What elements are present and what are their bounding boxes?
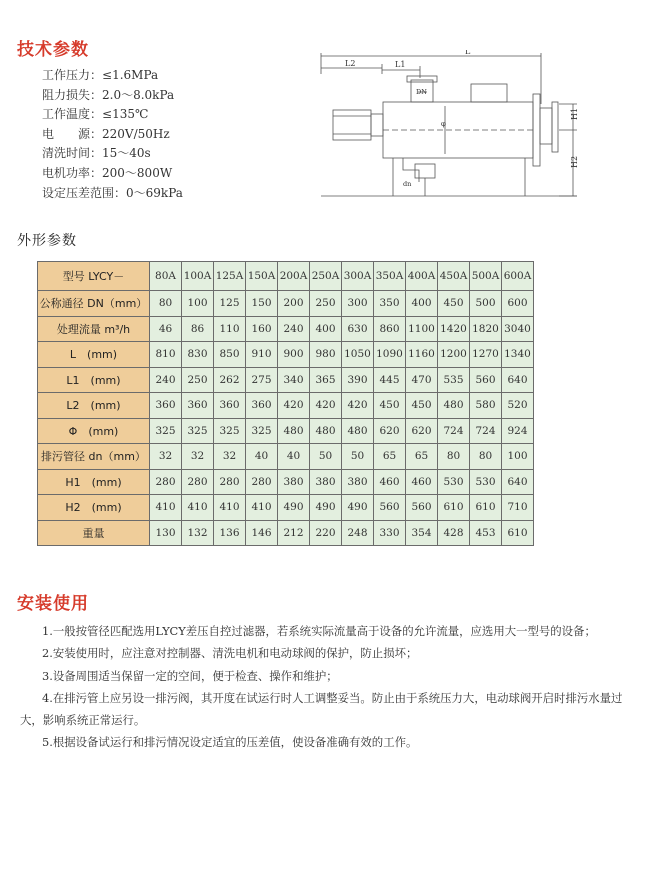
spec-value: ≤135℃ bbox=[102, 107, 149, 122]
table-cell: 280 bbox=[246, 469, 278, 495]
install-item: 4.在排污管上应另设一排污阀，其开度在试运行时人工调整妥当。防止由于系统压力大，电动球阀开启时排污水量过大，影响系统正常运行。 bbox=[20, 690, 623, 728]
spec-label: 工作温度： bbox=[42, 107, 103, 122]
model-cell: 150A bbox=[246, 262, 278, 291]
table-cell: 724 bbox=[438, 418, 470, 444]
table-cell: 340 bbox=[278, 367, 310, 393]
table-cell: 325 bbox=[214, 418, 246, 444]
spec-value: ≤1.6MPa bbox=[102, 68, 159, 82]
label-L1: L1 bbox=[395, 60, 406, 69]
spec-value: 2.0～8.0kPa bbox=[102, 87, 175, 102]
table-cell: 980 bbox=[310, 342, 342, 368]
table-cell: 480 bbox=[342, 418, 374, 444]
spec-label: 电机功率： bbox=[42, 165, 103, 180]
table-cell: 3040 bbox=[502, 316, 534, 342]
install-title: 安装使用 bbox=[17, 594, 89, 614]
table-row bbox=[38, 418, 534, 444]
spec-value: 220V/50Hz bbox=[102, 126, 170, 141]
table-cell: 490 bbox=[278, 495, 310, 521]
table-cell: 1160 bbox=[406, 342, 438, 368]
table-cell: 280 bbox=[214, 469, 246, 495]
table-cell: 410 bbox=[246, 495, 278, 521]
table-cell: 212 bbox=[278, 520, 310, 546]
table-cell: 1270 bbox=[470, 342, 502, 368]
table-cell: 1200 bbox=[438, 342, 470, 368]
install-instructions bbox=[20, 620, 640, 754]
table-cell: 65 bbox=[374, 444, 406, 470]
row-label: 排污管径 dn（mm） bbox=[38, 444, 150, 470]
table-cell: 380 bbox=[278, 469, 310, 495]
filter-dimension-diagram bbox=[315, 50, 625, 200]
table-cell: 460 bbox=[406, 469, 438, 495]
table-cell: 360 bbox=[150, 393, 182, 419]
table-cell: 325 bbox=[150, 418, 182, 444]
model-cell: 200A bbox=[278, 262, 310, 291]
tech-params-title: 技术参数 bbox=[17, 40, 89, 60]
table-cell: 530 bbox=[438, 469, 470, 495]
table-row bbox=[38, 393, 534, 419]
table-row bbox=[38, 495, 534, 521]
table-cell: 910 bbox=[246, 342, 278, 368]
table-cell: 80 bbox=[470, 444, 502, 470]
table-cell: 620 bbox=[406, 418, 438, 444]
table-cell: 724 bbox=[470, 418, 502, 444]
table-cell: 50 bbox=[342, 444, 374, 470]
row-label: L2 (mm) bbox=[38, 393, 150, 419]
label-L2: L2 bbox=[345, 59, 356, 68]
table-cell: 200 bbox=[278, 291, 310, 317]
table-cell: 80 bbox=[438, 444, 470, 470]
spec-row bbox=[42, 86, 183, 106]
spec-label: 清洗时间： bbox=[42, 146, 103, 161]
table-cell: 248 bbox=[342, 520, 374, 546]
row-label: 重量 bbox=[38, 520, 150, 546]
install-item: 5.根据设备试运行和排污情况设定适宜的压差值，使设备准确有效的工作。 bbox=[42, 735, 418, 750]
table-cell: 330 bbox=[374, 520, 406, 546]
table-cell: 850 bbox=[214, 342, 246, 368]
table-cell: 365 bbox=[310, 367, 342, 393]
table-cell: 445 bbox=[374, 367, 406, 393]
table-cell: 400 bbox=[310, 316, 342, 342]
table-cell: 380 bbox=[310, 469, 342, 495]
table-cell: 490 bbox=[342, 495, 374, 521]
table-cell: 810 bbox=[150, 342, 182, 368]
label-L: L bbox=[465, 50, 471, 56]
table-cell: 360 bbox=[214, 393, 246, 419]
spec-row bbox=[42, 164, 183, 184]
table-cell: 32 bbox=[214, 444, 246, 470]
table-cell: 490 bbox=[310, 495, 342, 521]
table-row bbox=[38, 367, 534, 393]
spec-label: 设定压差范围： bbox=[42, 185, 127, 200]
table-cell: 535 bbox=[438, 367, 470, 393]
table-cell: 65 bbox=[406, 444, 438, 470]
table-cell: 146 bbox=[246, 520, 278, 546]
table-cell: 480 bbox=[278, 418, 310, 444]
table-cell: 450 bbox=[374, 393, 406, 419]
table-cell: 470 bbox=[406, 367, 438, 393]
table-cell: 40 bbox=[278, 444, 310, 470]
table-cell: 710 bbox=[502, 495, 534, 521]
table-cell: 275 bbox=[246, 367, 278, 393]
spec-label: 阻力损失： bbox=[42, 87, 103, 102]
table-cell: 530 bbox=[470, 469, 502, 495]
table-cell: 500 bbox=[470, 291, 502, 317]
table-cell: 250 bbox=[310, 291, 342, 317]
table-cell: 132 bbox=[182, 520, 214, 546]
table-cell: 354 bbox=[406, 520, 438, 546]
table-cell: 640 bbox=[502, 367, 534, 393]
model-cell: 250A bbox=[310, 262, 342, 291]
table-cell: 1100 bbox=[406, 316, 438, 342]
row-label: H1 (mm) bbox=[38, 469, 150, 495]
table-cell: 410 bbox=[214, 495, 246, 521]
row-label: H2 (mm) bbox=[38, 495, 150, 521]
table-cell: 32 bbox=[150, 444, 182, 470]
row-label: 公称通径 DN（mm） bbox=[38, 291, 150, 317]
table-row bbox=[38, 520, 534, 546]
table-cell: 830 bbox=[182, 342, 214, 368]
label-phi: φ bbox=[441, 120, 446, 128]
table-cell: 420 bbox=[342, 393, 374, 419]
table-cell: 325 bbox=[182, 418, 214, 444]
model-cell: 125A bbox=[214, 262, 246, 291]
label-H2: H2 bbox=[570, 155, 579, 168]
table-cell: 250 bbox=[182, 367, 214, 393]
table-cell: 400 bbox=[406, 291, 438, 317]
label-DN: DN bbox=[416, 88, 427, 96]
model-cell: 600A bbox=[502, 262, 534, 291]
table-cell: 110 bbox=[214, 316, 246, 342]
spec-value: 200～800W bbox=[102, 165, 173, 180]
table-row bbox=[38, 316, 534, 342]
model-cell: 80A bbox=[150, 262, 182, 291]
row-label: L (mm) bbox=[38, 342, 150, 368]
table-cell: 410 bbox=[182, 495, 214, 521]
table-cell: 520 bbox=[502, 393, 534, 419]
model-cell: 300A bbox=[342, 262, 374, 291]
table-cell: 360 bbox=[182, 393, 214, 419]
table-cell: 453 bbox=[470, 520, 502, 546]
table-cell: 1090 bbox=[374, 342, 406, 368]
table-cell: 640 bbox=[502, 469, 534, 495]
spec-row bbox=[42, 144, 183, 164]
table-cell: 420 bbox=[310, 393, 342, 419]
table-cell: 40 bbox=[246, 444, 278, 470]
model-cell: 350A bbox=[374, 262, 406, 291]
table-cell: 125 bbox=[214, 291, 246, 317]
spec-row bbox=[42, 105, 183, 125]
table-cell: 450 bbox=[406, 393, 438, 419]
table-cell: 130 bbox=[150, 520, 182, 546]
label-H1: H1 bbox=[570, 107, 579, 120]
table-cell: 32 bbox=[182, 444, 214, 470]
table-cell: 50 bbox=[310, 444, 342, 470]
table-cell: 610 bbox=[502, 520, 534, 546]
table-header-label: 型号 LYCY－ bbox=[38, 262, 150, 291]
table-row bbox=[38, 342, 534, 368]
table-cell: 610 bbox=[470, 495, 502, 521]
table-cell: 580 bbox=[470, 393, 502, 419]
table-cell: 240 bbox=[278, 316, 310, 342]
table-cell: 428 bbox=[438, 520, 470, 546]
tech-spec-list bbox=[42, 66, 183, 203]
spec-label: 工作压力： bbox=[42, 68, 103, 82]
table-cell: 900 bbox=[278, 342, 310, 368]
table-cell: 560 bbox=[374, 495, 406, 521]
table-cell: 460 bbox=[374, 469, 406, 495]
table-cell: 620 bbox=[374, 418, 406, 444]
install-item: 3.设备周围适当保留一定的空间，便于检查、操作和维护； bbox=[42, 668, 338, 683]
table-cell: 280 bbox=[150, 469, 182, 495]
dims-title: 外形参数 bbox=[17, 233, 77, 249]
table-cell: 410 bbox=[150, 495, 182, 521]
table-cell: 390 bbox=[342, 367, 374, 393]
table-cell: 450 bbox=[438, 291, 470, 317]
table-cell: 220 bbox=[310, 520, 342, 546]
table-cell: 150 bbox=[246, 291, 278, 317]
table-cell: 560 bbox=[470, 367, 502, 393]
table-cell: 240 bbox=[150, 367, 182, 393]
table-cell: 630 bbox=[342, 316, 374, 342]
spec-value: 15～40s bbox=[102, 146, 151, 161]
table-cell: 480 bbox=[310, 418, 342, 444]
table-cell: 80 bbox=[150, 291, 182, 317]
table-cell: 860 bbox=[374, 316, 406, 342]
table-cell: 610 bbox=[438, 495, 470, 521]
table-cell: 262 bbox=[214, 367, 246, 393]
table-cell: 46 bbox=[150, 316, 182, 342]
table-row bbox=[38, 469, 534, 495]
table-cell: 420 bbox=[278, 393, 310, 419]
table-cell: 280 bbox=[182, 469, 214, 495]
table-cell: 325 bbox=[246, 418, 278, 444]
table-cell: 1820 bbox=[470, 316, 502, 342]
dimension-table bbox=[37, 261, 534, 546]
table-cell: 136 bbox=[214, 520, 246, 546]
spec-row bbox=[42, 66, 183, 86]
model-cell: 400A bbox=[406, 262, 438, 291]
model-cell: 450A bbox=[438, 262, 470, 291]
spec-label: 电 源： bbox=[42, 126, 103, 141]
row-label: 处理流量 m³/h bbox=[38, 316, 150, 342]
table-cell: 350 bbox=[374, 291, 406, 317]
table-cell: 86 bbox=[182, 316, 214, 342]
model-cell: 500A bbox=[470, 262, 502, 291]
table-header-row bbox=[38, 262, 534, 291]
spec-row bbox=[42, 125, 183, 145]
table-cell: 924 bbox=[502, 418, 534, 444]
table-cell: 560 bbox=[406, 495, 438, 521]
spec-row bbox=[42, 184, 183, 204]
install-item: 1.一般按管径匹配选用LYCY差压自控过滤器，若系统实际流量高于设备的允许流量，应选用大一型号的设备； bbox=[42, 624, 596, 638]
install-item: 2.安装使用时，应注意对控制器、清洗电机和电动球阀的保护，防止损坏； bbox=[42, 646, 418, 661]
table-cell: 480 bbox=[438, 393, 470, 419]
spec-value: 0～69kPa bbox=[126, 185, 183, 200]
table-cell: 360 bbox=[246, 393, 278, 419]
table-row bbox=[38, 291, 534, 317]
table-cell: 1340 bbox=[502, 342, 534, 368]
table-cell: 100 bbox=[502, 444, 534, 470]
table-cell: 160 bbox=[246, 316, 278, 342]
row-label: Φ (mm) bbox=[38, 418, 150, 444]
table-cell: 380 bbox=[342, 469, 374, 495]
table-cell: 600 bbox=[502, 291, 534, 317]
table-cell: 1420 bbox=[438, 316, 470, 342]
label-dn: dn bbox=[403, 180, 412, 188]
model-cell: 100A bbox=[182, 262, 214, 291]
row-label: L1 (mm) bbox=[38, 367, 150, 393]
table-row bbox=[38, 444, 534, 470]
table-cell: 300 bbox=[342, 291, 374, 317]
table-cell: 100 bbox=[182, 291, 214, 317]
table-cell: 1050 bbox=[342, 342, 374, 368]
